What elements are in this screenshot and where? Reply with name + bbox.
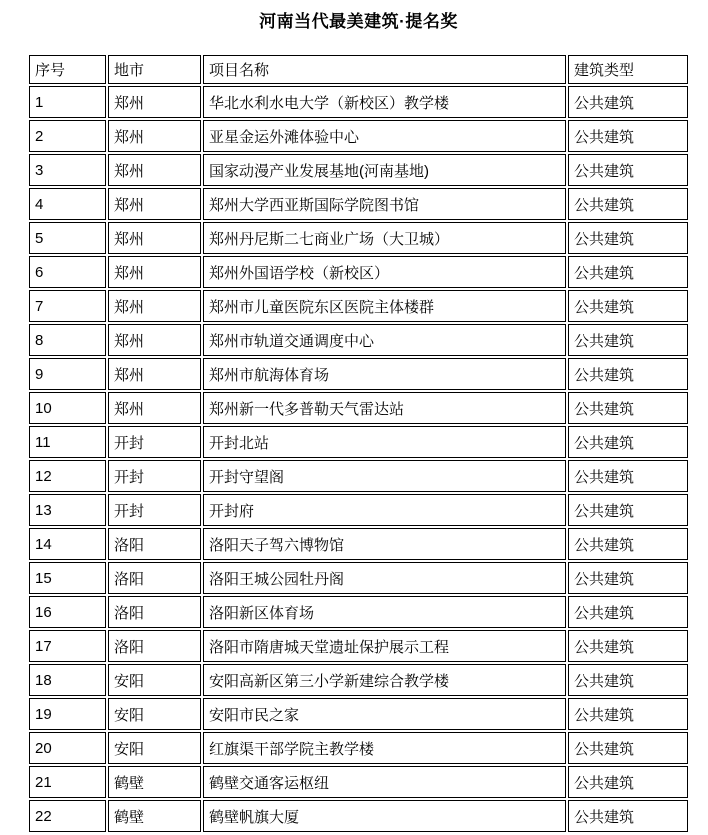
cell-project: 洛阳市隋唐城天堂遗址保护展示工程 [203, 630, 566, 662]
table-body [29, 86, 688, 832]
cell-index: 4 [29, 188, 106, 220]
cell-type: 公共建筑 [568, 256, 688, 288]
cell-type: 公共建筑 [568, 426, 688, 458]
cell-city: 鹤壁 [108, 766, 201, 798]
cell-project: 郑州市儿童医院东区医院主体楼群 [203, 290, 566, 322]
table-row [29, 324, 688, 356]
cell-index: 15 [29, 562, 106, 594]
cell-index: 21 [29, 766, 106, 798]
cell-project: 郑州市航海体育场 [203, 358, 566, 390]
cell-index: 16 [29, 596, 106, 628]
cell-index: 18 [29, 664, 106, 696]
cell-project: 红旗渠干部学院主教学楼 [203, 732, 566, 764]
cell-city: 洛阳 [108, 630, 201, 662]
cell-type: 公共建筑 [568, 630, 688, 662]
cell-city: 郑州 [108, 222, 201, 254]
table-row [29, 188, 688, 220]
table-row [29, 256, 688, 288]
cell-city: 鹤壁 [108, 800, 201, 832]
cell-city: 洛阳 [108, 562, 201, 594]
cell-index: 6 [29, 256, 106, 288]
cell-type: 公共建筑 [568, 290, 688, 322]
cell-project: 郑州新一代多普勒天气雷达站 [203, 392, 566, 424]
cell-project: 国家动漫产业发展基地(河南基地) [203, 154, 566, 186]
cell-type: 公共建筑 [568, 732, 688, 764]
cell-index: 14 [29, 528, 106, 560]
page-title: 河南当代最美建筑·提名奖 [259, 12, 458, 31]
column-header-project: 项目名称 [203, 55, 566, 84]
cell-project: 洛阳王城公园牡丹阁 [203, 562, 566, 594]
cell-type: 公共建筑 [568, 800, 688, 832]
cell-type: 公共建筑 [568, 154, 688, 186]
cell-project: 郑州市轨道交通调度中心 [203, 324, 566, 356]
cell-project: 华北水利水电大学（新校区）教学楼 [203, 86, 566, 118]
cell-index: 9 [29, 358, 106, 390]
cell-project: 开封北站 [203, 426, 566, 458]
cell-city: 洛阳 [108, 528, 201, 560]
cell-project: 洛阳新区体育场 [203, 596, 566, 628]
cell-type: 公共建筑 [568, 766, 688, 798]
cell-city: 郑州 [108, 324, 201, 356]
cell-type: 公共建筑 [568, 698, 688, 730]
cell-index: 12 [29, 460, 106, 492]
cell-project: 开封守望阁 [203, 460, 566, 492]
table-row [29, 426, 688, 458]
table-row [29, 154, 688, 186]
cell-type: 公共建筑 [568, 324, 688, 356]
table-row [29, 392, 688, 424]
table-header-row [29, 55, 688, 84]
cell-city: 开封 [108, 494, 201, 526]
cell-index: 22 [29, 800, 106, 832]
cell-index: 3 [29, 154, 106, 186]
cell-index: 20 [29, 732, 106, 764]
table-row [29, 120, 688, 152]
cell-type: 公共建筑 [568, 528, 688, 560]
cell-city: 郑州 [108, 86, 201, 118]
cell-type: 公共建筑 [568, 664, 688, 696]
cell-index: 19 [29, 698, 106, 730]
cell-type: 公共建筑 [568, 596, 688, 628]
cell-index: 10 [29, 392, 106, 424]
table-row [29, 494, 688, 526]
column-header-city: 地市 [108, 55, 201, 84]
cell-project: 鹤壁交通客运枢纽 [203, 766, 566, 798]
cell-type: 公共建筑 [568, 392, 688, 424]
cell-type: 公共建筑 [568, 120, 688, 152]
cell-index: 17 [29, 630, 106, 662]
table-row [29, 290, 688, 322]
cell-project: 郑州大学西亚斯国际学院图书馆 [203, 188, 566, 220]
table-row [29, 698, 688, 730]
cell-city: 安阳 [108, 664, 201, 696]
column-header-index: 序号 [29, 55, 106, 84]
cell-index: 7 [29, 290, 106, 322]
table-row [29, 528, 688, 560]
cell-city: 郑州 [108, 188, 201, 220]
cell-city: 开封 [108, 426, 201, 458]
cell-city: 洛阳 [108, 596, 201, 628]
cell-project: 安阳市民之家 [203, 698, 566, 730]
cell-index: 8 [29, 324, 106, 356]
cell-city: 郑州 [108, 290, 201, 322]
cell-project: 郑州外国语学校（新校区） [203, 256, 566, 288]
cell-city: 郑州 [108, 358, 201, 390]
cell-type: 公共建筑 [568, 222, 688, 254]
cell-project: 安阳高新区第三小学新建综合教学楼 [203, 664, 566, 696]
cell-project: 亚星金运外滩体验中心 [203, 120, 566, 152]
cell-type: 公共建筑 [568, 188, 688, 220]
cell-city: 郑州 [108, 120, 201, 152]
cell-city: 开封 [108, 460, 201, 492]
table-row [29, 800, 688, 832]
column-header-type: 建筑类型 [568, 55, 688, 84]
cell-city: 安阳 [108, 732, 201, 764]
cell-project: 开封府 [203, 494, 566, 526]
cell-city: 郑州 [108, 154, 201, 186]
cell-project: 洛阳天子驾六博物馆 [203, 528, 566, 560]
table-row [29, 630, 688, 662]
cell-index: 5 [29, 222, 106, 254]
cell-city: 郑州 [108, 392, 201, 424]
cell-type: 公共建筑 [568, 86, 688, 118]
cell-index: 11 [29, 426, 106, 458]
cell-index: 1 [29, 86, 106, 118]
cell-index: 2 [29, 120, 106, 152]
table-row [29, 562, 688, 594]
table-row [29, 222, 688, 254]
table-row [29, 664, 688, 696]
cell-city: 郑州 [108, 256, 201, 288]
table-row [29, 460, 688, 492]
cell-type: 公共建筑 [568, 358, 688, 390]
cell-index: 13 [29, 494, 106, 526]
table-row [29, 86, 688, 118]
table-row [29, 732, 688, 764]
cell-type: 公共建筑 [568, 562, 688, 594]
cell-city: 安阳 [108, 698, 201, 730]
cell-project: 郑州丹尼斯二七商业广场（大卫城） [203, 222, 566, 254]
cell-type: 公共建筑 [568, 460, 688, 492]
awards-table [27, 53, 690, 834]
table-row [29, 766, 688, 798]
table-row [29, 358, 688, 390]
cell-type: 公共建筑 [568, 494, 688, 526]
cell-project: 鹤壁帆旗大厦 [203, 800, 566, 832]
table-row [29, 596, 688, 628]
